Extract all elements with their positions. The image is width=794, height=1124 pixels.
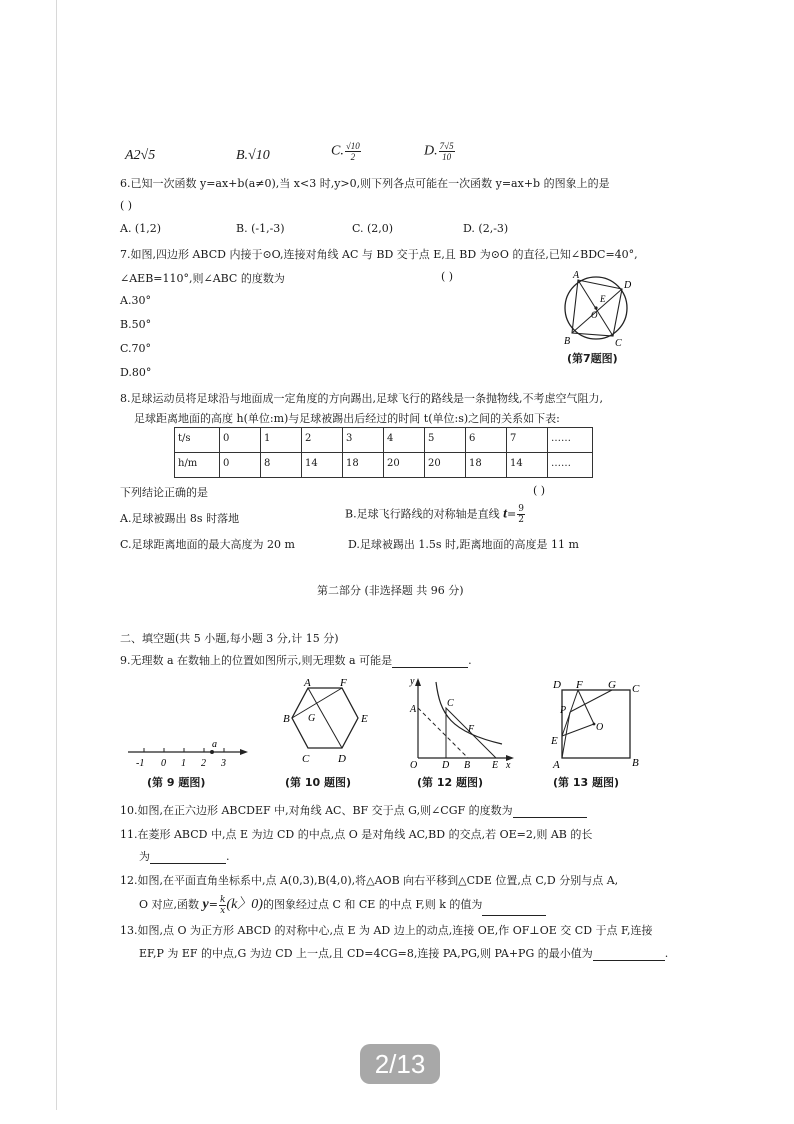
q13-line2: EF,P 为 EF 的中点,G 为边 CD 上一点,且 CD=4CG=8,连接 PA,PG,则 PA+PG 的最小值为 .: [139, 947, 669, 960]
q12-label-d: D: [442, 760, 450, 770]
table-cell: 20: [425, 453, 466, 478]
q10-label-a: A: [304, 677, 311, 689]
q12-line1: 12.如图,在平面直角坐标系中,点 A(0,3),B(4,0),将△AOB 向右平移到△CDE 位置,点 C,D 分别与点 A,: [120, 874, 619, 887]
q10-label-b: B: [283, 713, 290, 725]
table-row: [175, 428, 593, 453]
q8-table: [174, 427, 593, 478]
table-cell: 0: [220, 453, 261, 478]
q7-caption: (第7题图): [567, 352, 618, 365]
q12-label-a: A: [410, 704, 417, 715]
q10-text: 10.如图,在正六边形 ABCDEF 中,对角线 AC、BF 交于点 G,则∠CGF 的度数为: [120, 802, 587, 818]
table-cell: 18: [466, 453, 507, 478]
table-cell: 14: [302, 453, 343, 478]
q12-label-x: x: [506, 760, 511, 770]
table-cell: h/m: [175, 453, 220, 478]
q11-line2: 为 .: [139, 850, 230, 863]
table-cell: 2: [302, 428, 343, 453]
q13-label-o: O: [596, 722, 604, 733]
q7-figure: [558, 266, 636, 352]
q5-option-c: C. $\frac{√10}{2}$: [331, 141, 360, 162]
q8-line2: 足球距离地面的高度 h(单位:m)与足球被踢出后经过的时间 t(单位:s)之间的关系如下表:: [134, 412, 560, 425]
table-cell: ……: [548, 453, 593, 478]
q12-figure: [406, 674, 518, 770]
q7-line1: 7.如图,四边形 ABCD 内接于⊙O,连接对角线 AC 与 BD 交于点 E,且 BD 为⊙O 的直径,已知∠BDC=40°,: [120, 248, 638, 261]
q9-caption: (第 9 题图): [147, 776, 206, 789]
q10-caption: (第 10 题图): [285, 776, 352, 789]
q13-line1: 13.如图,点 O 为正方形 ABCD 的对称中心,点 E 为 AD 边上的动点,连接 OE,作 OF⊥OE 交 CD 于点 F,连接: [120, 924, 653, 937]
q8-option-c: C.足球距离地面的最大高度为 20 m: [120, 538, 295, 551]
q8-option-d: D.足球被踢出 1.5s 时,距离地面的高度是 11 m: [348, 538, 579, 551]
q10-figure: [278, 676, 368, 768]
q9-tick-label: 2: [201, 758, 206, 769]
q12-label-f: F: [468, 724, 475, 735]
table-cell: t/s: [175, 428, 220, 453]
q12-label-o: O: [410, 760, 418, 770]
table-cell: 20: [384, 453, 425, 478]
page-indicator: 2/13: [360, 1044, 440, 1084]
table-cell: 3: [343, 428, 384, 453]
q7-label-e: E: [600, 294, 606, 304]
q8-line1: 8.足球运动员将足球沿与地面成一定角度的方向踢出,足球飞行的路线是一条抛物线,不考虑空气阻力,: [120, 392, 603, 405]
section2-title: 二、填空题(共 5 小题,每小题 3 分,计 15 分): [120, 632, 339, 645]
table-cell: 8: [261, 453, 302, 478]
table-cell: 14: [507, 453, 548, 478]
q12-label-c: C: [447, 698, 454, 709]
q8-option-b: B.足球飞行路线的对称轴是直线 t= $\frac{9}{2}$: [345, 504, 524, 525]
q10-label-c: C: [302, 753, 310, 765]
q13-label-f: F: [576, 679, 583, 691]
q7-label-c: C: [615, 338, 622, 349]
q10-answer-blank[interactable]: [513, 817, 587, 818]
q7-option-b: B.50°: [120, 318, 152, 331]
table-cell: 18: [343, 453, 384, 478]
q13-figure: [548, 678, 644, 770]
table-cell: ……: [548, 428, 593, 453]
q7-line2: ∠AEB=110°,则∠ABC 的度数为: [120, 272, 285, 285]
q9-tick-label: -1: [136, 758, 145, 769]
q9-label-a: a: [212, 739, 217, 750]
q12-label-e: E: [492, 760, 499, 770]
table-cell: 7: [507, 428, 548, 453]
q12-caption: (第 12 题图): [417, 776, 484, 789]
part2-title: 第二部分 (非选择题 共 96 分): [317, 584, 464, 597]
q13-answer-blank[interactable]: [593, 960, 665, 961]
table-cell: 5: [425, 428, 466, 453]
q13-label-c: C: [632, 683, 640, 695]
q13-label-p: P: [560, 705, 567, 716]
q9-tick-label: 3: [221, 758, 226, 769]
q7-option-a: A.30°: [120, 294, 151, 307]
q13-caption: (第 13 题图): [553, 776, 620, 789]
q6-stem: 6.已知一次函数 y=ax+b(a≠0),当 x<3 时,y>0,则下列各点可能在一次函数 y=ax+b 的图象上的是: [120, 177, 610, 190]
q6-option-a: A. (1,2): [120, 222, 162, 235]
q12-label-b: B: [464, 760, 471, 770]
q11-line1: 11.在菱形 ABCD 中,点 E 为边 CD 的中点,点 O 是对角线 AC,BD 的交点,若 OE=2,则 AB 的长: [120, 828, 593, 841]
q12-label-y: y: [410, 676, 415, 687]
table-cell: 1: [261, 428, 302, 453]
q7-label-a: A: [573, 270, 580, 281]
q6-paren: ( ): [120, 199, 133, 212]
q6-option-d: D. (2,-3): [463, 222, 509, 235]
q5-option-d: D. $\frac{7√5}{10}$: [424, 141, 454, 162]
q7-label-o: O: [591, 310, 598, 320]
table-cell: 6: [466, 428, 507, 453]
table-cell: 0: [220, 428, 261, 453]
q13-label-e: E: [551, 735, 558, 747]
q10-label-f: F: [340, 677, 347, 689]
q10-label-g: G: [308, 713, 316, 724]
q10-label-d: D: [338, 753, 346, 765]
q7-option-c: C.70°: [120, 342, 152, 355]
q10-label-e: E: [361, 713, 368, 725]
q7-label-d: D: [624, 280, 632, 291]
q7-option-d: D.80°: [120, 366, 152, 379]
q11-answer-blank[interactable]: [150, 863, 226, 864]
q5-option-b: B.√10: [236, 148, 270, 163]
table-row: [175, 453, 593, 478]
page-left-edge: [56, 0, 57, 1110]
q8-prompt: 下列结论正确的是: [120, 486, 208, 499]
q8-paren: ( ): [533, 484, 546, 497]
q9-number-line: [126, 738, 250, 770]
q13-label-a: A: [553, 759, 560, 770]
q5-option-a: A2√5: [125, 148, 156, 163]
q12-line2: O 对应,函数 y= $\frac{k}{x}$ (k〉0)的图象经过点 C 和 CE 的中点 F,则 k 的值为: [139, 893, 546, 916]
q9-tick-label: 0: [161, 758, 166, 769]
q7-label-b: B: [564, 336, 571, 347]
q6-option-c: C. (2,0): [352, 222, 394, 235]
q13-label-b: B: [632, 757, 639, 769]
q7-paren: ( ): [441, 270, 454, 283]
q13-label-d: D: [553, 679, 561, 691]
q12-answer-blank[interactable]: [482, 915, 546, 916]
q8-option-a: A.足球被踢出 8s 时落地: [120, 512, 240, 525]
q9-tick-label: 1: [181, 758, 186, 769]
q9-text: 9.无理数 a 在数轴上的位置如图所示,则无理数 a 可能是 .: [120, 654, 472, 667]
q9-answer-blank[interactable]: [392, 667, 468, 668]
q13-label-g: G: [608, 679, 616, 691]
q6-option-b: B. (-1,-3): [236, 222, 285, 235]
table-cell: 4: [384, 428, 425, 453]
